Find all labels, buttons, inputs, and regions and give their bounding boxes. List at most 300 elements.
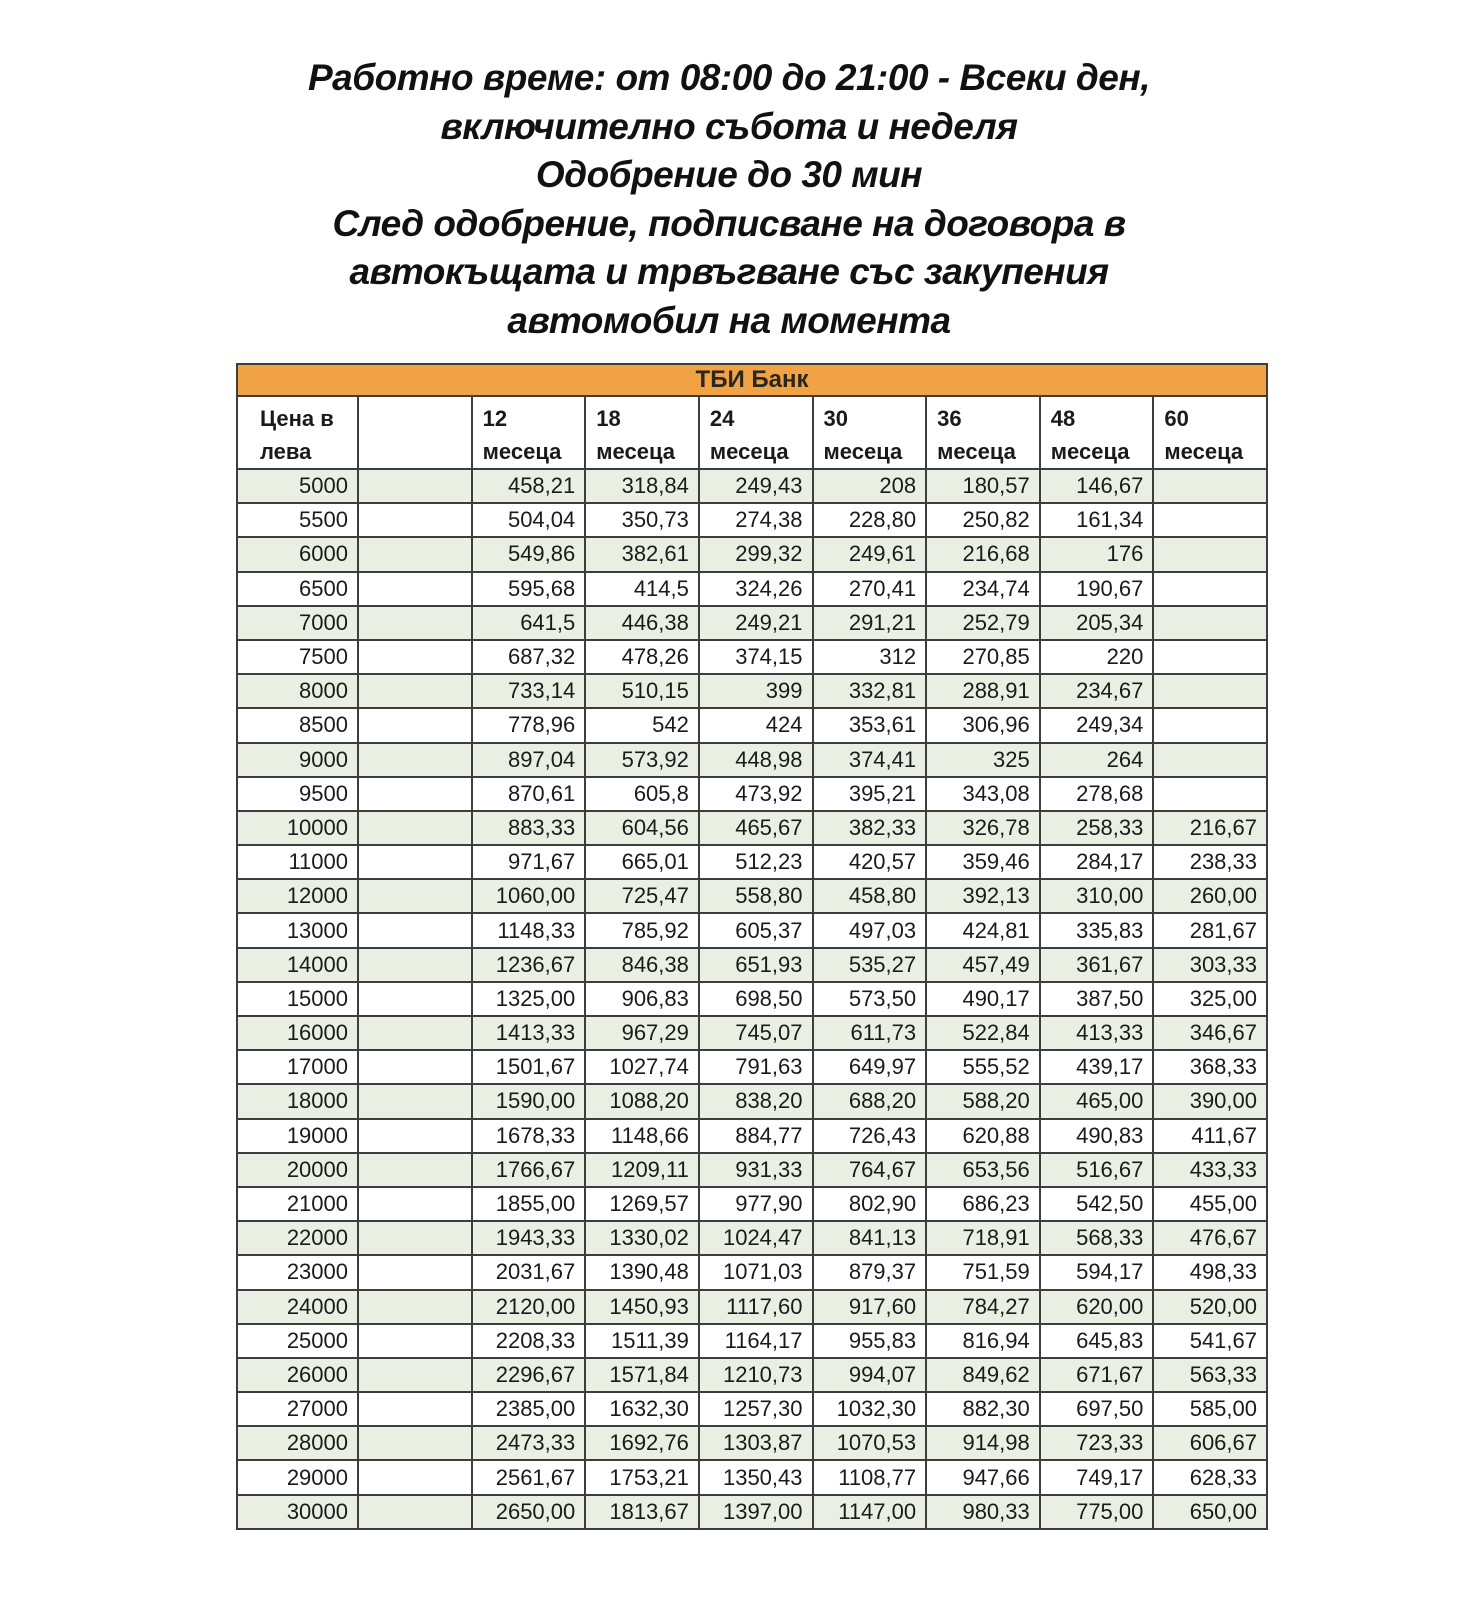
payment-cell: 1148,33	[472, 913, 586, 947]
payment-cell: 971,67	[472, 845, 586, 879]
payment-cell: 846,38	[585, 948, 699, 982]
spacer-cell	[358, 1187, 472, 1221]
payment-cell: 2031,67	[472, 1255, 586, 1289]
table-row	[237, 1221, 1267, 1255]
payment-cell: 563,33	[1153, 1358, 1267, 1392]
payment-cell: 2385,00	[472, 1392, 586, 1426]
payment-cell: 977,90	[699, 1187, 813, 1221]
payment-cell: 368,33	[1153, 1050, 1267, 1084]
payment-cell: 914,98	[926, 1426, 1040, 1460]
month-unit: месеца	[1050, 439, 1130, 464]
payment-cell: 549,86	[472, 537, 586, 571]
page-title	[0, 54, 1458, 345]
payment-cell: 882,30	[926, 1392, 1040, 1426]
payment-cell: 1269,57	[585, 1187, 699, 1221]
payment-cell: 595,68	[472, 572, 586, 606]
bank-banner-row	[237, 364, 1267, 396]
payment-cell: 698,50	[699, 982, 813, 1016]
payment-cell: 490,83	[1040, 1119, 1154, 1153]
payment-cell: 238,33	[1153, 845, 1267, 879]
payment-cell: 1692,76	[585, 1426, 699, 1460]
payment-cell: 1766,67	[472, 1153, 586, 1187]
table-row	[237, 708, 1267, 742]
payment-cell: 498,33	[1153, 1255, 1267, 1289]
payment-cell: 917,60	[813, 1290, 927, 1324]
payment-cell: 947,66	[926, 1460, 1040, 1494]
spacer-cell	[358, 572, 472, 606]
price-cell: 6000	[237, 537, 358, 571]
payment-cell: 216,68	[926, 537, 1040, 571]
price-cell: 8000	[237, 674, 358, 708]
month-number: 18	[596, 406, 621, 431]
payment-cell: 424	[699, 708, 813, 742]
spacer-cell	[358, 1255, 472, 1289]
payment-cell: 784,27	[926, 1290, 1040, 1324]
spacer-cell	[358, 1460, 472, 1494]
table-row	[237, 811, 1267, 845]
payment-cell: 161,34	[1040, 503, 1154, 537]
spacer-cell	[358, 674, 472, 708]
price-cell: 5000	[237, 469, 358, 503]
price-cell: 7000	[237, 606, 358, 640]
spacer-cell	[358, 1426, 472, 1460]
payment-cell: 605,8	[585, 777, 699, 811]
payment-cell: 299,32	[699, 537, 813, 571]
payment-cell: 573,50	[813, 982, 927, 1016]
payment-cell: 671,67	[1040, 1358, 1154, 1392]
payment-cell: 838,20	[699, 1084, 813, 1118]
price-cell: 14000	[237, 948, 358, 982]
payment-cell: 250,82	[926, 503, 1040, 537]
payment-cell: 588,20	[926, 1084, 1040, 1118]
payment-cell: 884,77	[699, 1119, 813, 1153]
price-column-header	[237, 396, 358, 469]
payment-cell: 1024,47	[699, 1221, 813, 1255]
table-row	[237, 572, 1267, 606]
payment-cell: 870,61	[472, 777, 586, 811]
payment-cell: 686,23	[926, 1187, 1040, 1221]
table-row	[237, 674, 1267, 708]
table-row	[237, 1392, 1267, 1426]
payment-cell: 931,33	[699, 1153, 813, 1187]
payment-cell: 1303,87	[699, 1426, 813, 1460]
payment-cell: 504,04	[472, 503, 586, 537]
payment-cell: 1148,66	[585, 1119, 699, 1153]
payment-cell: 332,81	[813, 674, 927, 708]
payment-cell: 424,81	[926, 913, 1040, 947]
spacer-cell	[358, 1221, 472, 1255]
month-unit: месеца	[596, 439, 675, 464]
table-row	[237, 1255, 1267, 1289]
payment-cell: 457,49	[926, 948, 1040, 982]
payment-cell: 516,67	[1040, 1153, 1154, 1187]
payment-cell: 476,67	[1153, 1221, 1267, 1255]
payment-cell: 413,33	[1040, 1016, 1154, 1050]
payment-cell: 1236,67	[472, 948, 586, 982]
month-number: 36	[937, 406, 962, 431]
payment-cell: 535,27	[813, 948, 927, 982]
payment-cell: 2120,00	[472, 1290, 586, 1324]
spacer-cell	[358, 503, 472, 537]
table-row	[237, 982, 1267, 1016]
payment-cell: 374,41	[813, 743, 927, 777]
payment-cell: 414,5	[585, 572, 699, 606]
payment-cell: 897,04	[472, 743, 586, 777]
price-cell: 27000	[237, 1392, 358, 1426]
payment-cell: 1943,33	[472, 1221, 586, 1255]
payment-cell	[1153, 572, 1267, 606]
payment-cell: 312	[813, 640, 927, 674]
spacer-cell	[358, 879, 472, 913]
payment-cell: 359,46	[926, 845, 1040, 879]
payment-cell: 879,37	[813, 1255, 927, 1289]
payment-cell: 387,50	[1040, 982, 1154, 1016]
payment-cell: 180,57	[926, 469, 1040, 503]
payment-cell: 264	[1040, 743, 1154, 777]
payment-cell: 399	[699, 674, 813, 708]
table-row	[237, 1050, 1267, 1084]
price-cell: 17000	[237, 1050, 358, 1084]
payment-cell: 1501,67	[472, 1050, 586, 1084]
payment-cell: 281,67	[1153, 913, 1267, 947]
payment-cell: 2296,67	[472, 1358, 586, 1392]
table-row	[237, 1187, 1267, 1221]
payment-cell: 252,79	[926, 606, 1040, 640]
payment-cell: 274,38	[699, 503, 813, 537]
payment-cell: 1753,21	[585, 1460, 699, 1494]
title-line-2: включително събота и неделя	[440, 105, 1018, 147]
spacer-cell	[358, 948, 472, 982]
table-row	[237, 1153, 1267, 1187]
payment-cell: 725,47	[585, 879, 699, 913]
month-number: 24	[709, 406, 735, 431]
payment-cell: 346,67	[1153, 1016, 1267, 1050]
payment-cell: 611,73	[813, 1016, 927, 1050]
payment-cell	[1153, 469, 1267, 503]
table-row	[237, 1495, 1267, 1529]
month-unit: месеца	[937, 439, 1016, 464]
payment-cell: 458,21	[472, 469, 586, 503]
payment-cell: 849,62	[926, 1358, 1040, 1392]
payment-cell: 994,07	[813, 1358, 927, 1392]
payment-cell: 325,00	[1153, 982, 1267, 1016]
payment-cell: 343,08	[926, 777, 1040, 811]
payment-cell: 190,67	[1040, 572, 1154, 606]
price-cell: 12000	[237, 879, 358, 913]
spacer-cell	[358, 1290, 472, 1324]
price-cell: 16000	[237, 1016, 358, 1050]
payment-cell: 568,33	[1040, 1221, 1154, 1255]
payment-cell: 446,38	[585, 606, 699, 640]
table-row	[237, 1119, 1267, 1153]
bank-header: ТБИ Банк	[237, 364, 1267, 396]
table-row	[237, 503, 1267, 537]
price-cell: 6500	[237, 572, 358, 606]
payment-cell: 541,67	[1153, 1324, 1267, 1358]
payment-cell	[1153, 743, 1267, 777]
table-row	[237, 743, 1267, 777]
payment-cell: 291,21	[813, 606, 927, 640]
price-cell: 20000	[237, 1153, 358, 1187]
payment-cell: 382,33	[813, 811, 927, 845]
payment-cell: 594,17	[1040, 1255, 1154, 1289]
payment-cell: 585,00	[1153, 1392, 1267, 1426]
payment-cell: 1210,73	[699, 1358, 813, 1392]
payment-cell: 234,74	[926, 572, 1040, 606]
payment-cell: 1088,20	[585, 1084, 699, 1118]
payment-cell: 841,13	[813, 1221, 927, 1255]
table-row	[237, 469, 1267, 503]
payment-cell: 288,91	[926, 674, 1040, 708]
spacer-cell	[358, 708, 472, 742]
payment-cell	[1153, 640, 1267, 674]
payment-cell: 220	[1040, 640, 1154, 674]
payment-cell: 542	[585, 708, 699, 742]
payment-cell: 1413,33	[472, 1016, 586, 1050]
payment-cell: 303,33	[1153, 948, 1267, 982]
payment-cell: 1164,17	[699, 1324, 813, 1358]
month-number: 60	[1164, 406, 1189, 431]
payment-cell: 1027,74	[585, 1050, 699, 1084]
price-cell: 24000	[237, 1290, 358, 1324]
spacer-cell	[358, 1050, 472, 1084]
payment-cell: 620,88	[926, 1119, 1040, 1153]
payment-cell: 665,01	[585, 845, 699, 879]
payment-cell: 326,78	[926, 811, 1040, 845]
payment-cell: 1060,00	[472, 879, 586, 913]
month-unit: месеца	[1164, 439, 1244, 464]
price-header-line-2: лева	[260, 439, 312, 464]
payment-cell: 606,67	[1153, 1426, 1267, 1460]
payment-cell: 249,61	[813, 537, 927, 571]
payment-cell: 260,00	[1153, 879, 1267, 913]
spacer-cell	[358, 743, 472, 777]
payment-cell: 208	[813, 469, 927, 503]
payment-cell: 1390,48	[585, 1255, 699, 1289]
payment-cell: 573,92	[585, 743, 699, 777]
payment-cell: 392,13	[926, 879, 1040, 913]
payment-cell: 2561,67	[472, 1460, 586, 1494]
price-cell: 15000	[237, 982, 358, 1016]
spacer-cell	[358, 777, 472, 811]
payment-cell: 775,00	[1040, 1495, 1154, 1529]
payment-cell: 764,67	[813, 1153, 927, 1187]
spacer-cell	[358, 1153, 472, 1187]
payment-cell: 258,33	[1040, 811, 1154, 845]
table-row	[237, 1358, 1267, 1392]
payment-cell: 1330,02	[585, 1221, 699, 1255]
payment-cell: 1450,93	[585, 1290, 699, 1324]
payment-cell: 448,98	[699, 743, 813, 777]
payment-cell: 653,56	[926, 1153, 1040, 1187]
payment-cell: 733,14	[472, 674, 586, 708]
table-row	[237, 879, 1267, 913]
spacer-cell	[358, 537, 472, 571]
payment-cell: 967,29	[585, 1016, 699, 1050]
payment-cell: 249,34	[1040, 708, 1154, 742]
month-number: 48	[1050, 406, 1076, 431]
spacer-cell	[358, 845, 472, 879]
payment-cell	[1153, 606, 1267, 640]
payment-cell: 458,80	[813, 879, 927, 913]
payment-cell: 645,83	[1040, 1324, 1154, 1358]
price-cell: 5500	[237, 503, 358, 537]
pricing-table	[236, 363, 1268, 1530]
payment-cell: 1571,84	[585, 1358, 699, 1392]
table-row	[237, 1016, 1267, 1050]
payment-cell: 542,50	[1040, 1187, 1154, 1221]
payment-cell: 628,33	[1153, 1460, 1267, 1494]
title-line-3: Одобрение до 30 мин	[535, 154, 923, 195]
spacer-cell	[358, 982, 472, 1016]
payment-cell: 270,41	[813, 572, 927, 606]
payment-cell: 249,43	[699, 469, 813, 503]
payment-cell: 697,50	[1040, 1392, 1154, 1426]
title-line-6: автомобил на момента	[507, 299, 951, 341]
price-cell: 26000	[237, 1358, 358, 1392]
payment-cell: 478,26	[585, 640, 699, 674]
spacer-cell	[358, 1392, 472, 1426]
spacer-column-header	[358, 396, 472, 469]
payment-cell: 955,83	[813, 1324, 927, 1358]
payment-cell: 687,32	[472, 640, 586, 674]
payment-cell: 718,91	[926, 1221, 1040, 1255]
month-column-header-48	[1040, 396, 1154, 469]
payment-cell: 1147,00	[813, 1495, 927, 1529]
payment-cell: 205,34	[1040, 606, 1154, 640]
payment-cell: 374,15	[699, 640, 813, 674]
payment-cell: 318,84	[585, 469, 699, 503]
payment-cell: 382,61	[585, 537, 699, 571]
price-cell: 21000	[237, 1187, 358, 1221]
price-cell: 9000	[237, 743, 358, 777]
payment-cell: 1590,00	[472, 1084, 586, 1118]
column-header-row	[237, 396, 1267, 469]
month-number: 12	[482, 406, 508, 431]
payment-cell: 558,80	[699, 879, 813, 913]
payment-cell: 816,94	[926, 1324, 1040, 1358]
payment-cell: 723,33	[1040, 1426, 1154, 1460]
table-row	[237, 1084, 1267, 1118]
payment-cell: 1678,33	[472, 1119, 586, 1153]
price-cell: 9500	[237, 777, 358, 811]
payment-cell: 439,17	[1040, 1050, 1154, 1084]
table-row	[237, 1290, 1267, 1324]
payment-cell: 1350,43	[699, 1460, 813, 1494]
payment-cell: 249,21	[699, 606, 813, 640]
payment-cell: 497,03	[813, 913, 927, 947]
spacer-cell	[358, 1016, 472, 1050]
payment-cell: 785,92	[585, 913, 699, 947]
table-row	[237, 640, 1267, 674]
payment-cell: 620,00	[1040, 1290, 1154, 1324]
payment-cell: 270,85	[926, 640, 1040, 674]
payment-cell: 455,00	[1153, 1187, 1267, 1221]
price-cell: 8500	[237, 708, 358, 742]
payment-cell: 749,17	[1040, 1460, 1154, 1494]
payment-cell: 353,61	[813, 708, 927, 742]
payment-cell: 465,67	[699, 811, 813, 845]
payment-cell: 778,96	[472, 708, 586, 742]
payment-cell: 1032,30	[813, 1392, 927, 1426]
payment-cell: 350,73	[585, 503, 699, 537]
payment-cell: 325	[926, 743, 1040, 777]
payment-cell: 726,43	[813, 1119, 927, 1153]
payment-cell: 324,26	[699, 572, 813, 606]
payment-cell: 555,52	[926, 1050, 1040, 1084]
payment-cell: 512,23	[699, 845, 813, 879]
payment-cell: 1325,00	[472, 982, 586, 1016]
price-cell: 10000	[237, 811, 358, 845]
title-line-4: След одобрение, подписване на договора в	[332, 202, 1126, 244]
payment-cell: 1632,30	[585, 1392, 699, 1426]
price-cell: 19000	[237, 1119, 358, 1153]
payment-cell: 604,56	[585, 811, 699, 845]
month-column-header-12	[472, 396, 586, 469]
payment-cell: 465,00	[1040, 1084, 1154, 1118]
spacer-cell	[358, 811, 472, 845]
month-number: 30	[823, 406, 848, 431]
price-cell: 13000	[237, 913, 358, 947]
payment-cell: 2650,00	[472, 1495, 586, 1529]
payment-cell: 520,00	[1153, 1290, 1267, 1324]
payment-cell: 802,90	[813, 1187, 927, 1221]
payment-cell: 649,97	[813, 1050, 927, 1084]
payment-cell: 980,33	[926, 1495, 1040, 1529]
payment-cell: 146,67	[1040, 469, 1154, 503]
spacer-cell	[358, 1324, 472, 1358]
payment-cell: 641,5	[472, 606, 586, 640]
price-cell: 7500	[237, 640, 358, 674]
payment-cell: 433,33	[1153, 1153, 1267, 1187]
payment-cell: 1397,00	[699, 1495, 813, 1529]
payment-cell	[1153, 777, 1267, 811]
payment-cell: 1070,53	[813, 1426, 927, 1460]
payment-cell: 688,20	[813, 1084, 927, 1118]
payment-cell: 1257,30	[699, 1392, 813, 1426]
table-row	[237, 777, 1267, 811]
payment-cell	[1153, 537, 1267, 571]
spacer-cell	[358, 1495, 472, 1529]
spacer-cell	[358, 913, 472, 947]
spacer-cell	[358, 1358, 472, 1392]
payment-cell: 176	[1040, 537, 1154, 571]
table-row	[237, 845, 1267, 879]
payment-cell	[1153, 708, 1267, 742]
spacer-cell	[358, 1119, 472, 1153]
month-column-header-30	[813, 396, 927, 469]
payment-cell: 284,17	[1040, 845, 1154, 879]
price-cell: 30000	[237, 1495, 358, 1529]
payment-cell: 510,15	[585, 674, 699, 708]
table-row	[237, 1426, 1267, 1460]
month-unit: месеца	[709, 439, 789, 464]
payment-cell: 745,07	[699, 1016, 813, 1050]
price-cell: 25000	[237, 1324, 358, 1358]
table-row	[237, 948, 1267, 982]
payment-cell: 306,96	[926, 708, 1040, 742]
price-cell: 29000	[237, 1460, 358, 1494]
price-cell: 11000	[237, 845, 358, 879]
payment-cell: 1855,00	[472, 1187, 586, 1221]
price-cell: 28000	[237, 1426, 358, 1460]
title-line-1: Работно време: от 08:00 до 21:00 - Всеки ден,	[307, 57, 1150, 98]
payment-cell: 390,00	[1153, 1084, 1267, 1118]
payment-cell: 473,92	[699, 777, 813, 811]
payment-cell: 605,37	[699, 913, 813, 947]
payment-cell: 1813,67	[585, 1495, 699, 1529]
month-column-header-18	[585, 396, 699, 469]
